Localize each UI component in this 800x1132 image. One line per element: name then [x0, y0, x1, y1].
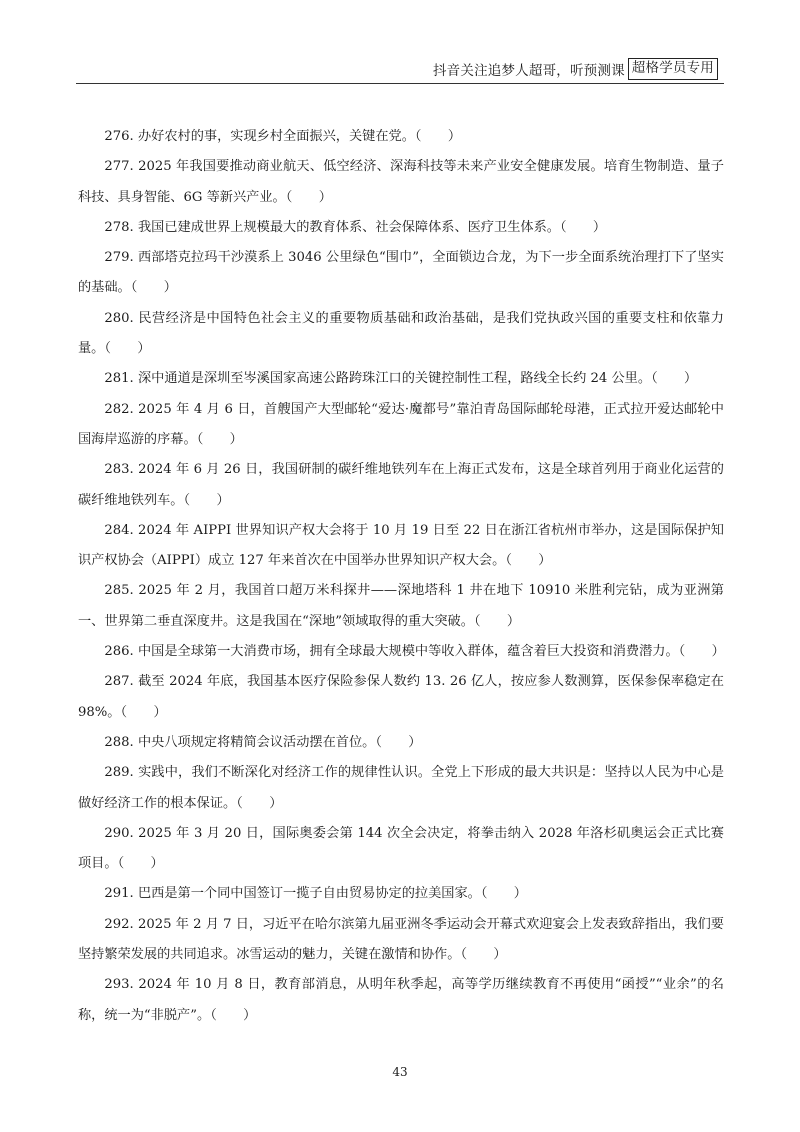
question-item: 290. 2025 年 3 月 20 日，国际奥委会第 144 次全会决定，将拳击纳入 2028 年洛杉矶奥运会正式比赛项目。（ ）: [78, 825, 724, 872]
question-item: 288. 中央八项规定将精简会议活动摆在首位。（ ）: [104, 734, 422, 750]
question-item: 286. 中国是全球第一大消费市场，拥有全球最大规模中等收入群体，蕴含着巨大投资和消费潜力。（ ）: [104, 644, 725, 660]
question-item: 278. 我国已建成世界上规模最大的教育体系、社会保障体系、医疗卫生体系。（ ）: [104, 219, 607, 235]
question-item: 284. 2024 年 AIPPI 世界知识产权大会将于 10 月 19 日至 22 日在浙江省杭州市举办，这是国际保护知识产权协会（AIPPI）成立 127 年来首次在中国举办世界知识产权大会。（ ）: [78, 522, 724, 569]
question-item: 276. 办好农村的事，实现乡村全面振兴，关键在党。（ ）: [104, 129, 462, 144]
question-list: [78, 122, 724, 1031]
page-number: 43: [392, 1065, 408, 1079]
question-item: 277. 2025 年我国要推动商业航天、低空经济、深海科技等未来产业安全健康发展。培育生物制造、量子科技、具身智能、6G 等新兴产业。（ ）: [78, 159, 724, 205]
question-item: 285. 2025 年 2 月，我国首口超万米科探井——深地塔科 1 井在地下 10910 米胜利完钻，成为亚洲第一、世界第二垂直深度井。这是我国在“深地”领域取得的重大突破。（ ）: [78, 583, 724, 629]
header-badge: 超格学员专用: [628, 58, 718, 80]
question-item: 287. 截至 2024 年底，我国基本医疗保险参保人数约 13. 26 亿人，按应参人数测算，医保参保率稳定在 98%。（ ）: [78, 674, 724, 720]
header-text: 抖音关注追梦人超哥，听预测课: [432, 63, 625, 79]
question-item: 281. 深中通道是深圳至岑溪国家高速公路跨珠江口的关键控制性工程，路线全长约 24 公里。（ ）: [104, 371, 698, 387]
question-item: 279. 西部塔克拉玛干沙漠系上 3046 公里绿色“围巾”，全面锁边合龙，为下一步全面系统治理打下了坚实的基础。（ ）: [78, 250, 724, 296]
page-header: [433, 58, 718, 80]
question-item: 289. 实践中，我们不断深化对经济工作的规律性认识。全党上下形成的最大共识是：坚持以人民为中心是做好经济工作的根本保证。（ ）: [78, 765, 724, 811]
question-item: 293. 2024 年 10 月 8 日，教育部消息，从明年秋季起，高等学历继续教育不再使用“函授”“业余”的名称，统一为“非脱产”。（ ）: [78, 977, 724, 1023]
question-item: 292. 2025 年 2 月 7 日，习近平在哈尔滨第九届亚洲冬季运动会开幕式欢迎宴会上发表致辞指出，我们要坚持繁荣发展的共同追求。冰雪运动的魅力，关键在激情和协作。（ ）: [78, 916, 724, 963]
question-item: 280. 民营经济是中国特色社会主义的重要物质基础和政治基础，是我们党执政兴国的重要支柱和依靠力量。（ ）: [78, 310, 724, 357]
question-item: 283. 2024 年 6 月 26 日，我国研制的碳纤维地铁列车在上海正式发布，这是全球首列用于商业化运营的碳纤维地铁列车。（ ）: [78, 462, 724, 508]
header-divider: [76, 83, 724, 84]
question-item: 291. 巴西是第一个同中国签订一揽子自由贸易协定的拉美国家。（ ）: [104, 886, 527, 902]
question-item: 282. 2025 年 4 月 6 日，首艘国产大型邮轮“爱达·魔都号”靠泊青岛国际邮轮母港，正式拉开爱达邮轮中国海岸巡游的序幕。（ ）: [78, 401, 724, 447]
